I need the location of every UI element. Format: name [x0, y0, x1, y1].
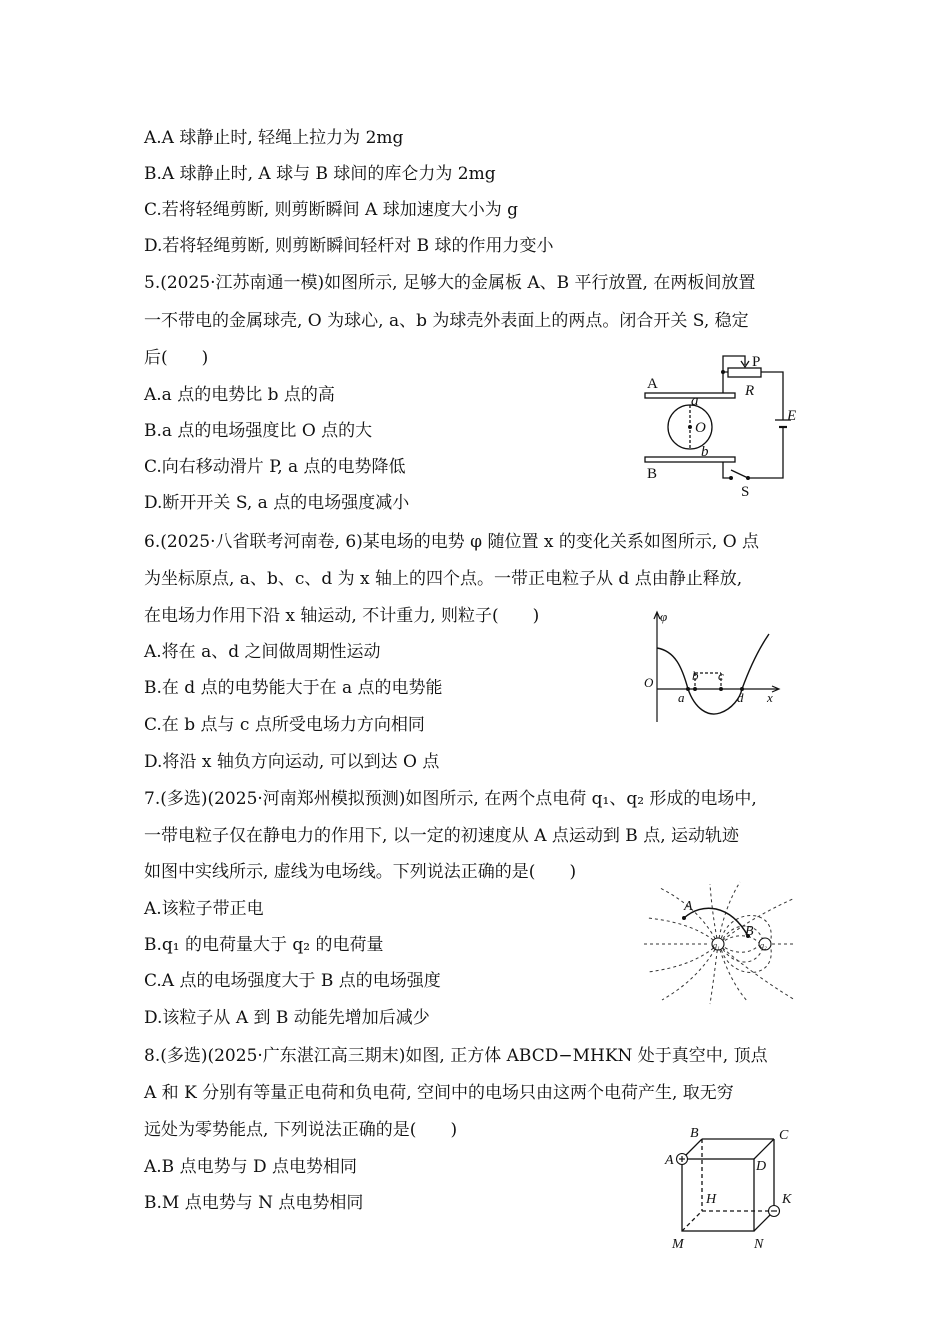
q7-point-a [682, 916, 686, 920]
q6-stem-line-2: 为坐标原点, a、b、c、d 为 x 轴上的四个点。一带正电粒子从 d 点由静止释放, [144, 569, 743, 589]
q7-option-c: C.A 点的电场强度大于 B 点的电场强度 [144, 971, 441, 991]
q5-label-point-a: a [691, 393, 699, 409]
q5-option-a: A.a 点的电势比 b 点的高 [144, 385, 335, 405]
q5-slider-p [723, 356, 745, 372]
q8-option-b: B.M 点电势与 N 点电势相同 [144, 1193, 364, 1213]
q5-circuit-figure [638, 350, 813, 500]
q7-label-b: B [745, 924, 754, 939]
q6-label-d: d [737, 690, 744, 705]
q6-stem-line-1: 6.(2025·八省联考河南卷, 6)某电场的电势 φ 随位置 x 的变化关系如图所示, O 点 [144, 532, 760, 552]
q6-option-c: C.在 b 点与 c 点所受电场力方向相同 [144, 715, 425, 735]
q5-option-c: C.向右移动滑片 P, a 点的电势降低 [144, 457, 406, 477]
q5-option-b: B.a 点的电场强度比 O 点的大 [144, 421, 373, 441]
q5-label-r: R [745, 383, 755, 399]
q6-potential-graph [640, 605, 785, 730]
q6-label-b: b [692, 668, 699, 683]
q5-option-d: D.断开开关 S, a 点的电场强度减小 [144, 493, 410, 513]
q5-label-s: S [741, 484, 750, 500]
q6-phi-curve [657, 634, 769, 714]
q8-label-m: M [672, 1237, 684, 1252]
q6-label-a: a [678, 690, 685, 705]
q5-label-e: E [787, 408, 797, 424]
q5-label-o: O [695, 420, 706, 436]
q5-label-p: P [752, 354, 761, 370]
q6-option-d: D.将沿 x 轴负方向运动, 可以到达 O 点 [144, 752, 440, 772]
q7-field-line-figure [640, 878, 800, 1006]
q8-cube-figure [660, 1122, 800, 1254]
q8-option-a: A.B 点电势与 D 点电势相同 [144, 1157, 358, 1177]
q7-stem-line-1: 7.(多选)(2025·河南郑州模拟预测)如图所示, 在两个点电荷 q₁、q₂ 形成的电场中, [144, 789, 757, 809]
q8-label-d: D [756, 1159, 767, 1174]
q6-option-a: A.将在 a、d 之间做周期性运动 [144, 642, 381, 662]
q5-label-point-b: b [701, 444, 709, 460]
q8-stem-line-2: A 和 K 分别有等量正电荷和负电荷, 空间中的电场只由这两个电荷产生, 取无穷 [144, 1083, 734, 1103]
q7-stem-line-2: 一带电粒子仅在静电力的作用下, 以一定的初速度从 A 点运动到 B 点, 运动轨迹 [144, 826, 739, 846]
q5-plate-a [645, 393, 735, 398]
q6-stem-line-3: 在电场力作用下沿 x 轴运动, 不计重力, 则粒子( ) [144, 606, 540, 626]
q8-label-c: C [779, 1128, 789, 1143]
q6-label-phi: φ [660, 609, 668, 624]
q6-label-o: O [644, 675, 654, 690]
q8-stem-line-1: 8.(多选)(2025·广东湛江高三期末)如图, 正方体 ABCD−MHKN 处于真空中, 顶点 [144, 1046, 768, 1066]
q5-label-b: B [647, 466, 658, 482]
q5-label-a: A [647, 376, 658, 392]
q8-label-a: A [665, 1153, 674, 1168]
q5-stem-line-2: 一不带电的金属球壳, O 为球心, a、b 为球壳外表面上的两点。闭合开关 S, 稳定 [144, 311, 749, 331]
q8-label-k: K [782, 1192, 792, 1207]
q8-label-n: N [754, 1237, 764, 1252]
q4-option-d: D.若将轻绳剪断, 则剪断瞬间轻杆对 B 球的作用力变小 [144, 236, 554, 256]
q7-stem-line-3: 如图中实线所示, 虚线为电场线。下列说法正确的是( ) [144, 862, 577, 882]
q5-plate-b [645, 457, 735, 462]
q7-label-q1: q₁ [713, 941, 720, 950]
q7-label-q2: q₂ [760, 941, 767, 950]
q4-option-a: A.A 球静止时, 轻绳上拉力为 2mg [144, 128, 404, 148]
q6-option-b: B.在 d 点的电势能大于在 a 点的电势能 [144, 678, 443, 698]
q4-option-c: C.若将轻绳剪断, 则剪断瞬间 A 球加速度大小为 g [144, 200, 518, 220]
q5-stem-line-1: 5.(2025·江苏南通一模)如图所示, 足够大的金属板 A、B 平行放置, 在两板间放置 [144, 273, 756, 293]
q5-switch-s [731, 470, 748, 478]
q7-option-a: A.该粒子带正电 [144, 899, 264, 919]
q7-option-b: B.q₁ 的电荷量大于 q₂ 的电荷量 [144, 935, 384, 955]
q6-label-c: c [718, 668, 724, 683]
q5-stem-line-3: 后( ) [144, 348, 209, 368]
q8-stem-line-3: 远处为零势能点, 下列说法正确的是( ) [144, 1120, 458, 1140]
q7-option-d: D.该粒子从 A 到 B 动能先增加后减少 [144, 1008, 430, 1028]
q8-label-b: B [690, 1126, 699, 1141]
q7-label-a: A [684, 899, 693, 914]
q8-label-h: H [706, 1192, 717, 1207]
q4-option-b: B.A 球静止时, A 球与 B 球间的库仑力为 2mg [144, 164, 496, 184]
q6-label-x: x [767, 690, 773, 705]
